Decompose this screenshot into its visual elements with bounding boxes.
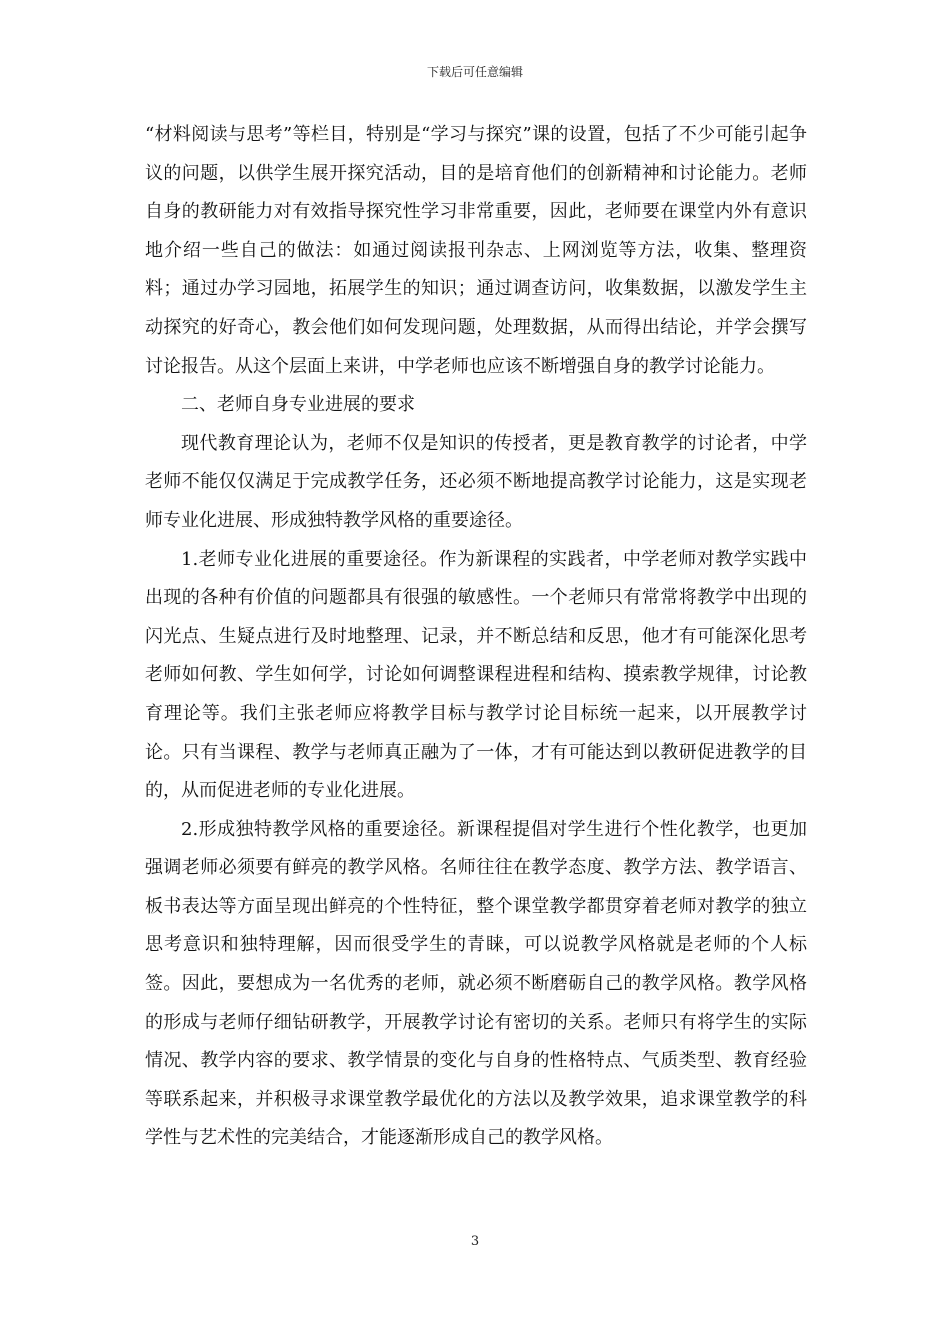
document-body bbox=[145, 116, 807, 1158]
paragraph-point-1: 1.老师专业化进展的重要途径。作为新课程的实践者，中学老师对教学实践中出现的各种有价值的问题都具有很强的敏感性。一个老师只有常常将教学中出现的闪光点、生疑点进行及时地整理、记录，并不断总结和反思，他才有可能深化思考老师如何教、学生如何学，讨论如何调整课程进程和结构、摸索教学规律，讨论教育理论等。我们主张老师应将教学目标与教学讨论目标统一起来，以开展教学讨论。只有当课程、教学与老师真正融为了一体，才有可能达到以教研促进教学的目的，从而促进老师的专业化进展。 bbox=[145, 548, 807, 802]
section-heading: 二、老师自身专业进展的要求 bbox=[181, 394, 415, 416]
page-number: 3 bbox=[470, 1234, 480, 1249]
paragraph-point-2: 2.形成独特教学风格的重要途径。新课程提倡对学生进行个性化教学，也更加强调老师必须要有鲜亮的教学风格。名师往往在教学态度、教学方法、教学语言、板书表达等方面呈现出鲜亮的个性特征，整个课堂教学都贯穿着老师对教学的独立思考意识和独特理解，因而很受学生的青睐，可以说教学风格就是老师的个人标签。因此，要想成为一名优秀的老师，就必须不断磨砺自己的教学风格。教学风格的形成与老师仔细钻研教学，开展教学讨论有密切的关系。老师只有将学生的实际情况、教学内容的要求、教学情景的变化与自身的性格特点、气质类型、教育经验等联系起来，并积极寻求课堂教学最优化的方法以及教学效果，追求课堂教学的科学性与艺术性的完美结合，才能逐渐形成自己的教学风格。 bbox=[145, 818, 807, 1149]
page-header: 下载后可任意编辑 bbox=[426, 65, 523, 79]
paragraph-continued: “材料阅读与思考”等栏目，特别是“学习与探究”课的设置，包括了不少可能引起争议的问题，以供学生展开探究活动，目的是培育他们的创新精神和讨论能力。老师自身的教研能力对有效指导探究性学习非常重要，因此，老师要在课堂内外有意识地介绍一些自己的做法：如通过阅读报刊杂志、上网浏览等方法，收集、整理资料；通过办学习园地，拓展学生的知识；通过调查访问，收集数据，以激发学生主动探究的好奇心，教会他们如何发现问题，处理数据，从而得出结论，并学会撰写讨论报告。从这个层面上来讲，中学老师也应该不断增强自身的教学讨论能力。 bbox=[145, 124, 807, 377]
paragraph-intro: 现代教育理论认为，老师不仅是知识的传授者，更是教育教学的讨论者，中学老师不能仅仅满足于完成教学任务，还必须不断地提高教学讨论能力，这是实现老师专业化进展、形成独特教学风格的重要途径。 bbox=[145, 432, 807, 531]
